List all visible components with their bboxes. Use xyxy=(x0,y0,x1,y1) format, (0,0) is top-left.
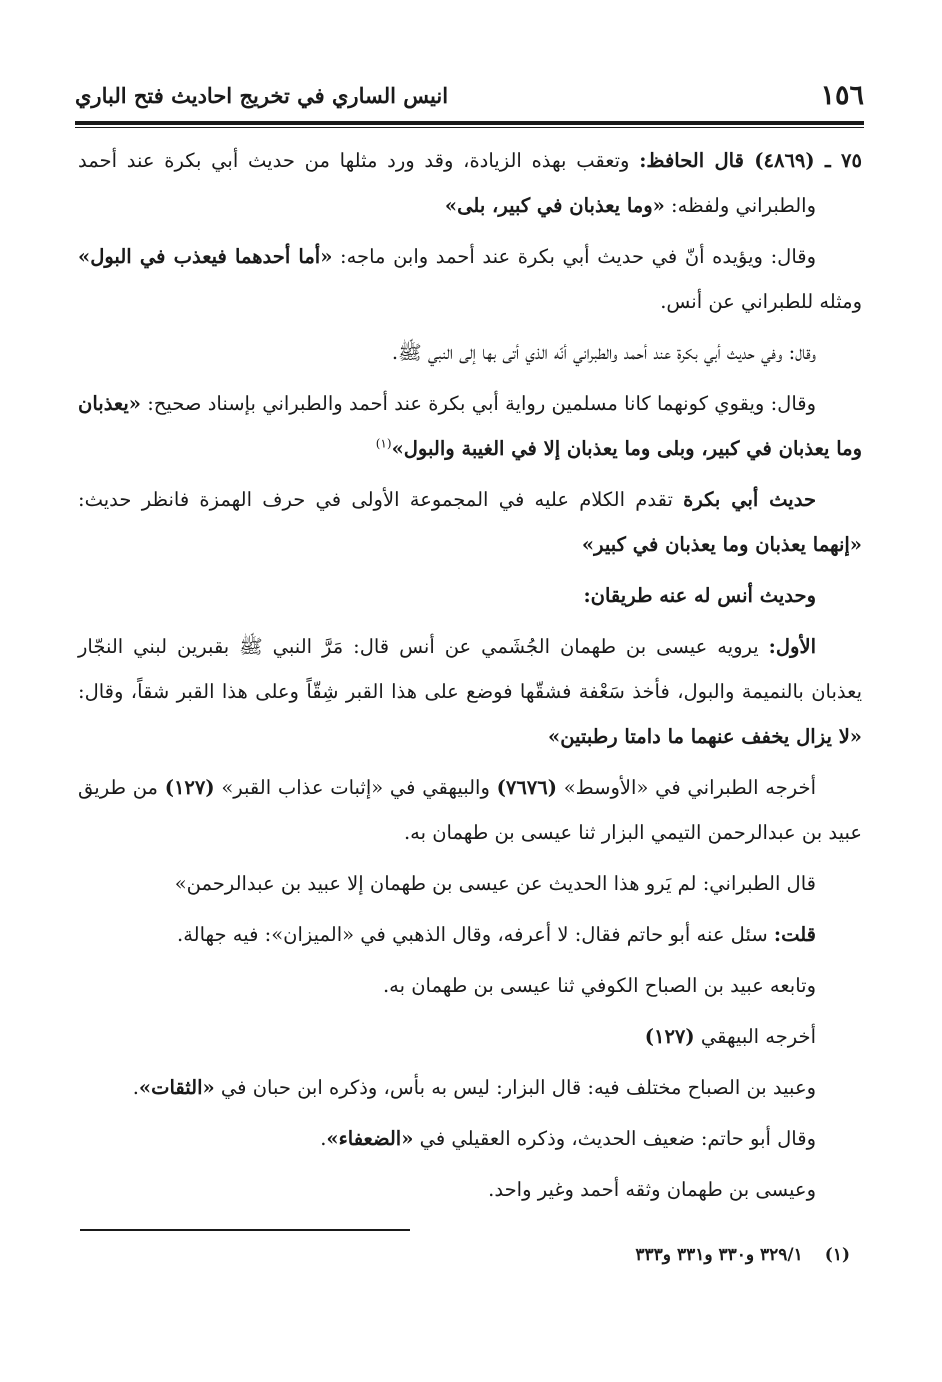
paragraph xyxy=(78,1014,862,1059)
paragraph xyxy=(78,765,862,855)
reference-number: (١٢٧) xyxy=(644,1025,695,1048)
paragraph xyxy=(78,1116,862,1161)
reference-number: (١٢٧) xyxy=(164,776,215,799)
quoted-hadith: «يعذبان وما يعذبان في كبير، وبلى وما يعذبان إلا في الغيبة والبول» xyxy=(78,392,862,460)
text-run: من طريق عبيد بن عبدالرحمن التيمي البزار ثنا عيسى بن طهمان به. xyxy=(78,776,862,844)
text-run: أخرجه البيهقي xyxy=(694,1025,816,1048)
footnote-text: ٣٢٩/١ و٣٣٠ و٣٣١ و٣٣٣ xyxy=(635,1245,803,1265)
section-heading xyxy=(78,573,862,618)
paragraph xyxy=(78,234,862,324)
text-run: سئل عنه أبو حاتم فقال: لا أعرفه، وقال الذهبي في «الميزان»: فيه جهالة. xyxy=(177,923,774,946)
bold-lead: الأول: xyxy=(768,635,816,658)
paragraph xyxy=(78,861,862,906)
bold-lead: حديث أبي بكرة xyxy=(683,488,817,511)
book-title: «الثقات» xyxy=(138,1076,215,1099)
text-run: يرويه عيسى بن طهمان الجُشَمي عن أنس قال: مَرَّ النبي ﷺ بقبرين لبني النجّار يعذبان بالنميمة والبول، فأخذ سَعْفة فشقّها فوضع على هذا القبر شِقّاً وعلى هذا القبر شقاً، وقال: xyxy=(78,635,862,703)
footnote xyxy=(635,1240,850,1270)
paragraph xyxy=(78,963,862,1008)
running-title: انيس الساري في تخريج احاديث فتح الباري xyxy=(75,82,449,108)
main-text xyxy=(78,138,862,1218)
book-title: «الضعفاء» xyxy=(326,1127,414,1150)
text-run: وتابعه عبيد بن الصباح الكوفي ثنا عيسى بن طهمان به. xyxy=(382,974,816,997)
hadith-number-lead: ٧٥ ـ (٤٨٦٩) قال الحافظ: xyxy=(639,149,862,172)
quoted-hadith: «وما يعذبان في كبير، بلى» xyxy=(444,194,665,217)
text-run: . xyxy=(320,1127,327,1150)
text-run: قال الطبراني: لم يَرو هذا الحديث عن عيسى بن طهمان إلا عبيد بن عبدالرحمن» xyxy=(174,872,816,895)
header-rule xyxy=(75,121,864,125)
quoted-hadith: «إنهما يعذبان وما يعذبان في كبير» xyxy=(581,533,862,556)
footnote-mark: (١) xyxy=(824,1245,850,1265)
text-run: أخرجه الطبراني في «الأوسط» xyxy=(557,776,816,799)
footnote-reference: (١) xyxy=(375,436,392,451)
bold-lead: وحديث أنس له عنه طريقان: xyxy=(583,584,816,607)
text-run: وقال: ويقوي كونهما كانا مسلمين رواية أبي بكرة عند أحمد والطبراني بإسناد صحيح: xyxy=(140,392,816,415)
text-run: ومثله للطبراني عن أنس. xyxy=(660,290,862,313)
paragraph xyxy=(78,624,862,759)
text-run: والبيهقي في «إثبات عذاب القبر» xyxy=(214,776,497,799)
page-header xyxy=(75,72,864,118)
text-run: وقال: ويؤيده أنّ في حديث أبي بكرة عند أحمد وابن ماجه: xyxy=(332,245,816,268)
footnote-rule xyxy=(80,1229,410,1231)
header-rule-thin xyxy=(75,127,864,128)
paragraph xyxy=(78,1167,862,1212)
quoted-hadith: «أما أحدهما فيعذب في البول» xyxy=(78,245,333,268)
paragraph xyxy=(78,1065,862,1110)
bold-lead: قلت: xyxy=(773,923,816,946)
paragraph xyxy=(78,330,862,375)
paragraph xyxy=(78,912,862,957)
paragraph xyxy=(78,381,862,471)
text-run: وقال: وفي حديث أبي بكرة عند أحمد والطبراني أنّه الذي أتى بها إلى النبي ﷺ. xyxy=(391,341,816,364)
text-run: وتعقب بهذه الزيادة، وقد ورد مثلها من حديث أبي بكرة عند أحمد والطبراني ولفظه: xyxy=(78,149,816,217)
quoted-hadith: «لا يزال يخفف عنهما ما دامتا رطبتين» xyxy=(548,725,862,748)
text-run: . xyxy=(132,1076,139,1099)
text-run: وعبيد بن الصباح مختلف فيه: قال البزار: ليس به بأس، وذكره ابن حبان في xyxy=(214,1076,816,1099)
text-run: وقال أبو حاتم: ضعيف الحديث، وذكره العقيلي في xyxy=(413,1127,816,1150)
paragraph xyxy=(78,477,862,567)
text-run: وعيسى بن طهمان وثقه أحمد وغير واحد. xyxy=(488,1178,816,1201)
paragraph-hadith-75 xyxy=(78,138,862,228)
text-run: تقدم الكلام عليه في المجموعة الأولى في حرف الهمزة فانظر حديث: xyxy=(78,488,684,511)
page-number: ١٥٦ xyxy=(820,79,864,111)
reference-number: (٧٦٧٦) xyxy=(496,776,557,799)
